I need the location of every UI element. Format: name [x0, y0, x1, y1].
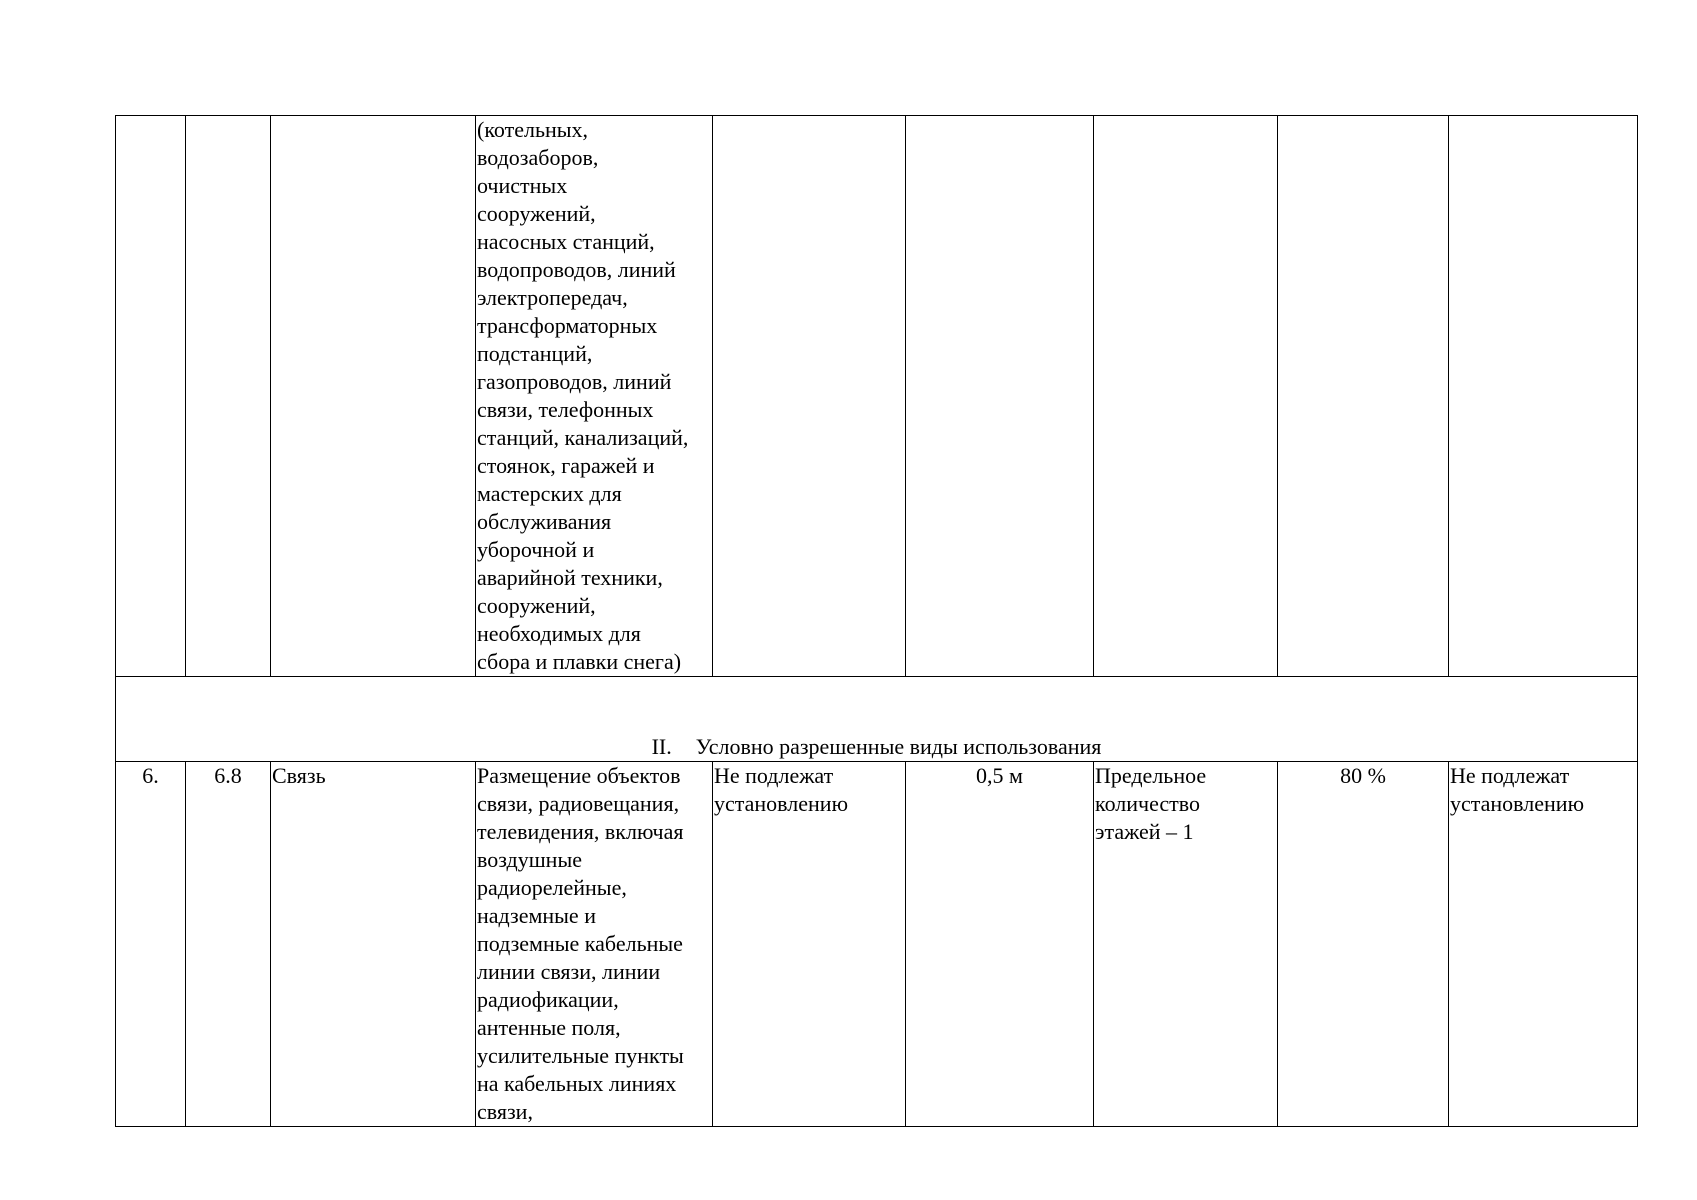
cell-code	[186, 116, 271, 677]
section-title: Условно разрешенные виды использования	[695, 734, 1102, 759]
section-header-row	[116, 677, 1638, 762]
cell-name: Связь	[271, 762, 476, 1127]
cell-other: Не подлежат установлению	[1449, 762, 1638, 1127]
cell-num: 6.	[116, 762, 186, 1127]
cell-coverage: 80 %	[1278, 762, 1449, 1127]
cell-plot-size: Не подлежат установлению	[713, 762, 906, 1127]
cell-floors: Предельное количество этажей – 1	[1094, 762, 1278, 1127]
cell-num	[116, 116, 186, 677]
cell-plot-size	[713, 116, 906, 677]
cell-description: Размещение объектов связи, радиовещания, телевидения, включая воздушные радиорелейные, надземные и подземные кабельные линии связи, линии радиофикации, антенные поля, усилительные пункты на кабельных линиях связи,	[476, 762, 713, 1127]
cell-name	[271, 116, 476, 677]
cell-coverage	[1278, 116, 1449, 677]
cell-floors	[1094, 116, 1278, 677]
cell-setback	[906, 116, 1094, 677]
cell-code: 6.8	[186, 762, 271, 1127]
cell-other	[1449, 116, 1638, 677]
zoning-table	[115, 115, 1638, 1127]
cell-description: (котельных, водозаборов, очистных сооружений, насосных станций, водопроводов, линий электропередач, трансформаторных подстанций, газопроводов, линий связи, телефонных станций, канализаций, стоянок, гаражей и мастерских для обслуживания уборочной и аварийной техники, сооружений, необходимых для сбора и плавки снега)	[476, 116, 713, 677]
section-header-cell	[116, 677, 1638, 762]
table-row-6	[116, 762, 1638, 1127]
table-row-continued	[116, 116, 1638, 677]
section-number: II.	[651, 734, 672, 759]
cell-setback: 0,5 м	[906, 762, 1094, 1127]
